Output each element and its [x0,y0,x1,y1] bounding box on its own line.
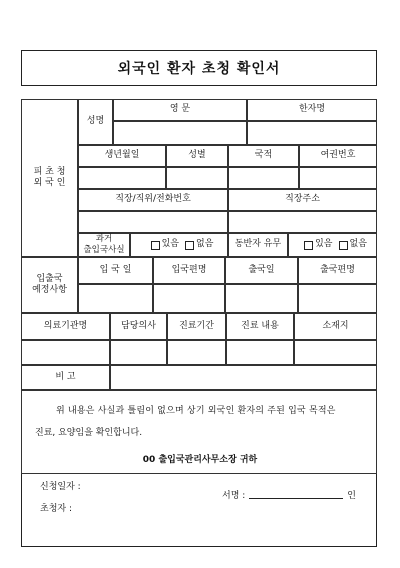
period-label: 진료기간 [167,313,226,340]
apply-date-label: 신청일자 : [40,482,81,492]
nationality-label: 국적 [228,145,299,167]
remarks-label: 비 고 [21,365,110,390]
doctor-label: 담당의사 [110,313,167,340]
exit-date-field[interactable] [225,284,298,313]
birth-field[interactable] [78,167,166,189]
institution-label: 의료기관명 [21,313,110,340]
birth-label: 생년월일 [78,145,166,167]
past-entry-options [130,233,228,257]
chinese-name-label: 한자명 [247,99,377,121]
companion-yes-checkbox[interactable] [304,241,313,250]
statement-line-1: 위 내용은 사실과 틀림이 없으며 상기 외국인 환자의 주된 입국 목적은 [56,406,336,416]
job-address-label: 직장주소 [228,189,377,211]
companion-options [288,233,377,257]
signature-label: 서명 : [222,491,246,501]
period-field[interactable] [167,340,226,365]
job-label: 직장/직위/전화번호 [78,189,228,211]
entry-flight-field[interactable] [153,284,225,313]
past-entry-no-checkbox[interactable] [185,241,194,250]
past-entry-no-label: 없음 [196,239,214,250]
signature-row [222,488,356,501]
exit-date-label: 출국일 [225,257,298,284]
institution-field[interactable] [21,340,110,365]
content-label: 진료 내용 [226,313,294,340]
english-name-label: 영 문 [113,99,247,121]
entry-flight-label: 입국편명 [153,257,225,284]
name-label: 성명 [78,99,113,145]
past-entry-yes-checkbox[interactable] [151,241,160,250]
companion-label: 동반자 유무 [228,233,288,257]
job-address-field[interactable] [228,211,377,233]
entry-date-field[interactable] [78,284,153,313]
companion-yes-label: 있음 [315,239,333,250]
job-field[interactable] [78,211,228,233]
addressee: 00 출입국관리사무소장 귀하 [142,455,258,465]
passport-field[interactable] [299,167,377,189]
past-entry-label: 과거 출입국사실 [78,233,130,257]
chinese-name-field[interactable] [247,121,377,145]
companion-no-checkbox[interactable] [339,241,348,250]
invitee-section-label: 피 초 청 외 국 인 [21,99,78,257]
exit-flight-field[interactable] [298,284,377,313]
past-entry-yes-label: 있음 [161,239,179,250]
gender-label: 성별 [166,145,228,167]
gender-field[interactable] [166,167,228,189]
doctor-field[interactable] [110,340,167,365]
address-label: 소재지 [294,313,377,340]
passport-label: 여권번호 [299,145,377,167]
statement-line-2: 진료, 요양임을 확인합니다. [35,428,143,438]
nationality-field[interactable] [228,167,299,189]
inviter-label: 초청자 : [40,504,72,514]
seal-label: 인 [347,491,356,501]
companion-no-label: 없음 [349,239,367,250]
entry-date-label: 입 국 일 [78,257,153,284]
content-field[interactable] [226,340,294,365]
schedule-section-label: 입출국 예정사항 [21,257,78,313]
signature-line[interactable] [249,489,343,499]
address-field[interactable] [294,340,377,365]
page-title: 외국인 환자 초청 확인서 [21,50,377,86]
english-name-field[interactable] [113,121,247,145]
remarks-field[interactable] [110,365,377,390]
exit-flight-label: 출국편명 [298,257,377,284]
